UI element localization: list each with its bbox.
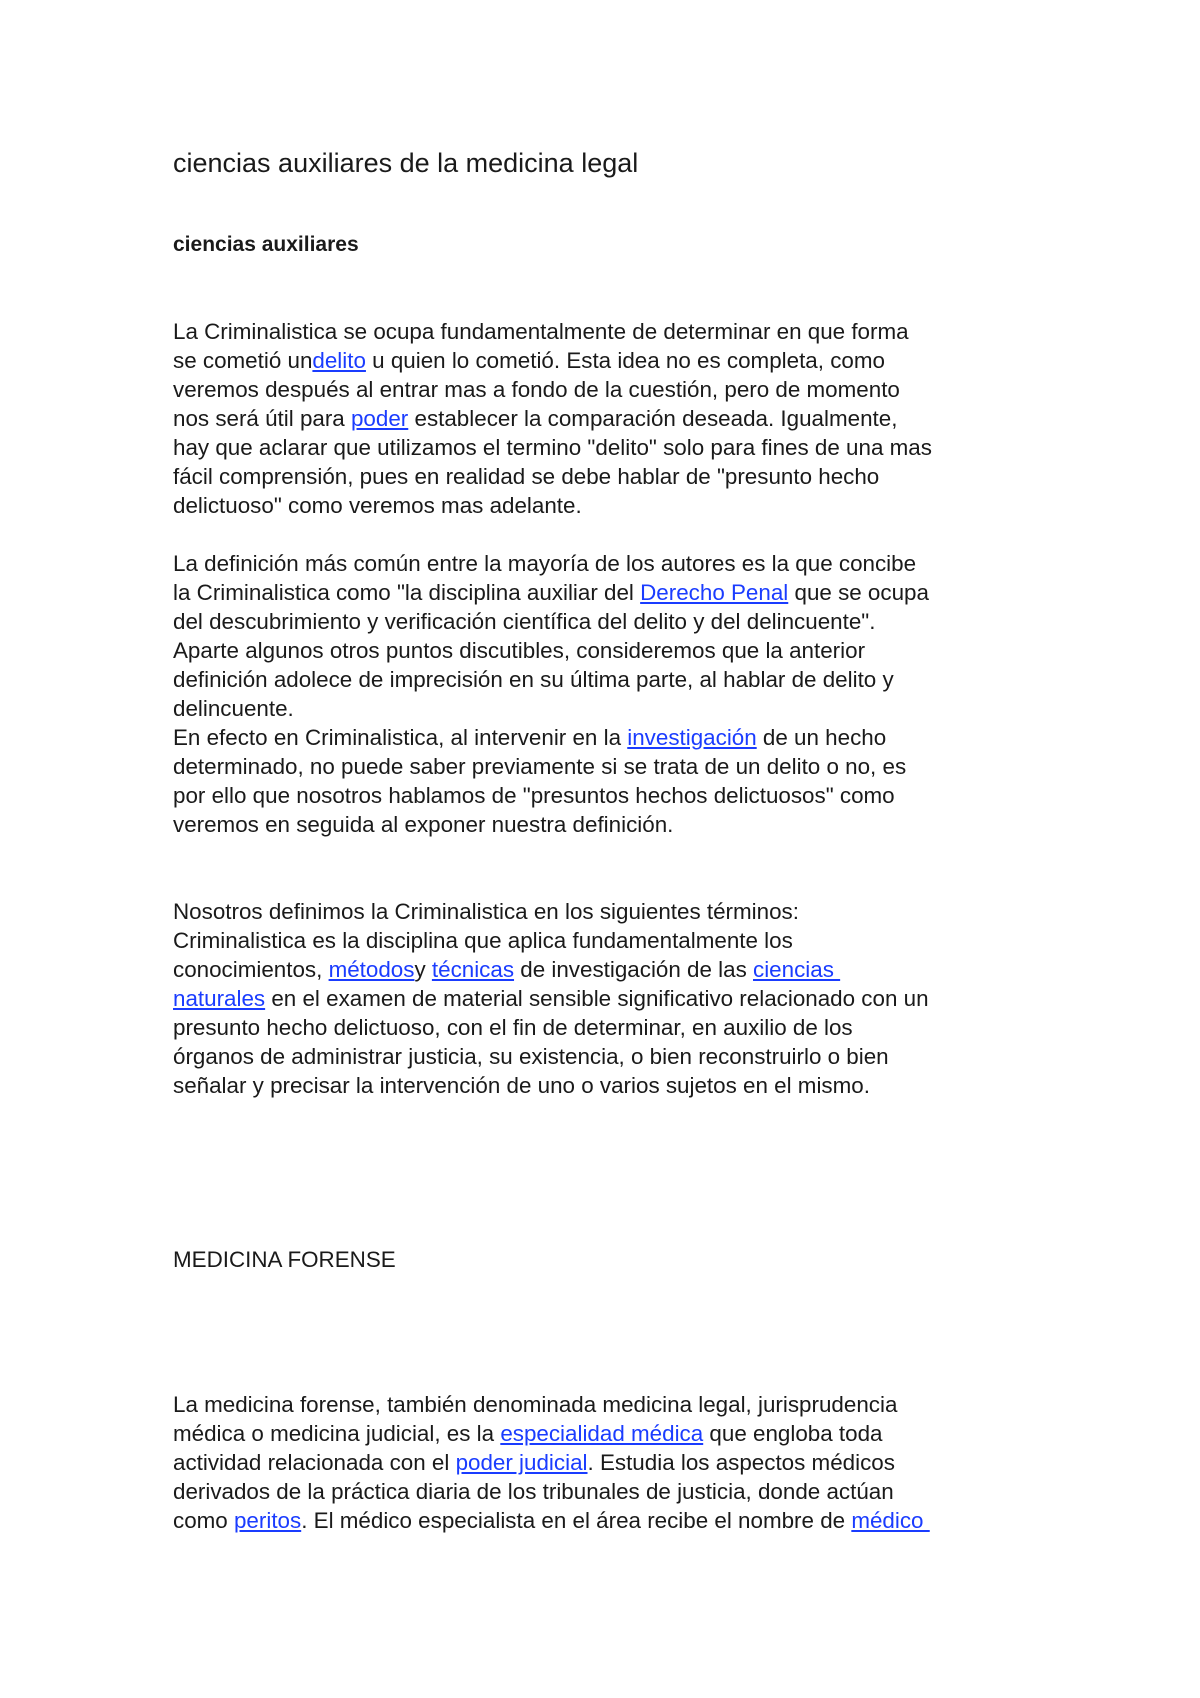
text-run: órganos de administrar justicia, su existencia, o bien reconstruirlo o bien <box>173 1044 889 1069</box>
text-run: veremos en seguida al exponer nuestra definición. <box>173 812 674 837</box>
text-link[interactable]: naturales <box>173 986 266 1011</box>
text-run: MEDICINA FORENSE <box>173 1247 396 1272</box>
text-run: hay que aclarar que utilizamos el termino "delito" solo para fines de una mas <box>173 435 932 460</box>
text-run: delictuoso" como veremos mas adelante. <box>173 493 582 518</box>
text-run: que engloba toda <box>703 1421 883 1446</box>
text-run: que se ocupa <box>788 580 929 605</box>
text-line <box>173 433 932 462</box>
subtitle <box>173 230 359 259</box>
text-line <box>173 665 894 694</box>
text-run: y <box>414 957 432 982</box>
text-link[interactable]: poder judicial <box>455 1450 588 1475</box>
text-link[interactable]: investigación <box>627 725 757 750</box>
text-line <box>173 1071 870 1100</box>
text-line <box>173 1506 930 1535</box>
text-line <box>173 607 875 636</box>
text-run: ciencias auxiliares <box>173 233 359 256</box>
text-link[interactable]: técnicas <box>431 957 515 982</box>
text-line <box>173 1448 895 1477</box>
text-line <box>173 1042 889 1071</box>
text-link[interactable]: poder <box>350 406 409 431</box>
text-link[interactable]: médico <box>851 1508 930 1533</box>
text-line <box>173 1477 894 1506</box>
text-run: veremos después al entrar mas a fondo de la cuestión, pero de momento <box>173 377 900 402</box>
text-run: en el examen de material sensible significativo relacionado con un <box>265 986 929 1011</box>
text-line <box>173 723 886 752</box>
text-link[interactable]: delito <box>312 348 366 373</box>
text-line <box>173 752 906 781</box>
text-run: ciencias auxiliares de la medicina legal <box>173 148 639 178</box>
text-run: de investigación de las <box>514 957 754 982</box>
text-run: señalar y precisar la intervención de uno o varios sujetos en el mismo. <box>173 1073 870 1098</box>
text-run: Aparte algunos otros puntos discutibles, consideremos que la anterior <box>173 638 866 663</box>
text-line <box>173 897 799 926</box>
text-link[interactable]: ciencias <box>753 957 841 982</box>
text-line <box>173 636 865 665</box>
text-line <box>173 1390 897 1419</box>
text-line <box>173 462 879 491</box>
text-run: La medicina forense, también denominada medicina legal, jurisprudencia <box>173 1392 898 1417</box>
text-run: se cometió un <box>173 348 313 373</box>
text-run: como <box>173 1508 234 1533</box>
text-run: determinado, no puede saber previamente si se trata de un delito o no, es <box>173 754 907 779</box>
text-link[interactable]: Derecho Penal <box>640 580 789 605</box>
text-run: la Criminalistica como "la disciplina auxiliar del <box>173 580 641 605</box>
text-line <box>173 810 673 839</box>
text-run: por ello que nosotros hablamos de "presuntos hechos delictuosos" como <box>173 783 895 808</box>
text-run: actividad relacionada con el <box>173 1450 456 1475</box>
text-link[interactable]: especialidad médica <box>500 1421 704 1446</box>
text-run: Nosotros definimos la Criminalistica en los siguientes términos: <box>173 899 799 924</box>
text-line <box>173 375 900 404</box>
text-run: presunto hecho delictuoso, con el fin de determinar, en auxilio de los <box>173 1015 853 1040</box>
text-link[interactable]: métodos <box>328 957 415 982</box>
text-run: . Estudia los aspectos médicos <box>587 1450 895 1475</box>
section-heading <box>173 1245 396 1274</box>
text-run: En efecto en Criminalistica, al intervenir en la <box>173 725 628 750</box>
text-run: derivados de la práctica diaria de los tribunales de justicia, donde actúan <box>173 1479 894 1504</box>
text-run: La Criminalistica se ocupa fundamentalmente de determinar en que forma <box>173 319 909 344</box>
page-title <box>173 146 638 180</box>
text-run: nos será útil para <box>173 406 351 431</box>
text-run: La definición más común entre la mayoría de los autores es la que concibe <box>173 551 917 576</box>
text-run: del descubrimiento y verificación científica del delito y del delincuente". <box>173 609 876 634</box>
text-run: establecer la comparación deseada. Igualmente, <box>408 406 898 431</box>
text-line <box>173 404 897 433</box>
text-line <box>173 346 885 375</box>
text-line <box>173 1013 853 1042</box>
text-run: delincuente. <box>173 696 294 721</box>
text-run: médica o medicina judicial, es la <box>173 1421 501 1446</box>
text-run: conocimientos, <box>173 957 329 982</box>
text-run: de un hecho <box>756 725 887 750</box>
text-line <box>173 984 929 1013</box>
text-run: . El médico especialista en el área recibe el nombre de <box>301 1508 852 1533</box>
text-line <box>173 1419 883 1448</box>
text-link[interactable]: peritos <box>233 1508 302 1533</box>
text-line <box>173 549 916 578</box>
text-line <box>173 926 793 955</box>
text-line <box>173 578 929 607</box>
text-run: fácil comprensión, pues en realidad se debe hablar de "presunto hecho <box>173 464 880 489</box>
text-run: u quien lo cometió. Esta idea no es completa, como <box>365 348 885 373</box>
text-line <box>173 317 909 346</box>
text-line <box>173 491 582 520</box>
text-run: definición adolece de imprecisión en su última parte, al hablar de delito y <box>173 667 894 692</box>
text-line <box>173 694 294 723</box>
text-line <box>173 781 895 810</box>
text-run: Criminalistica es la disciplina que aplica fundamentalmente los <box>173 928 793 953</box>
text-line <box>173 955 840 984</box>
